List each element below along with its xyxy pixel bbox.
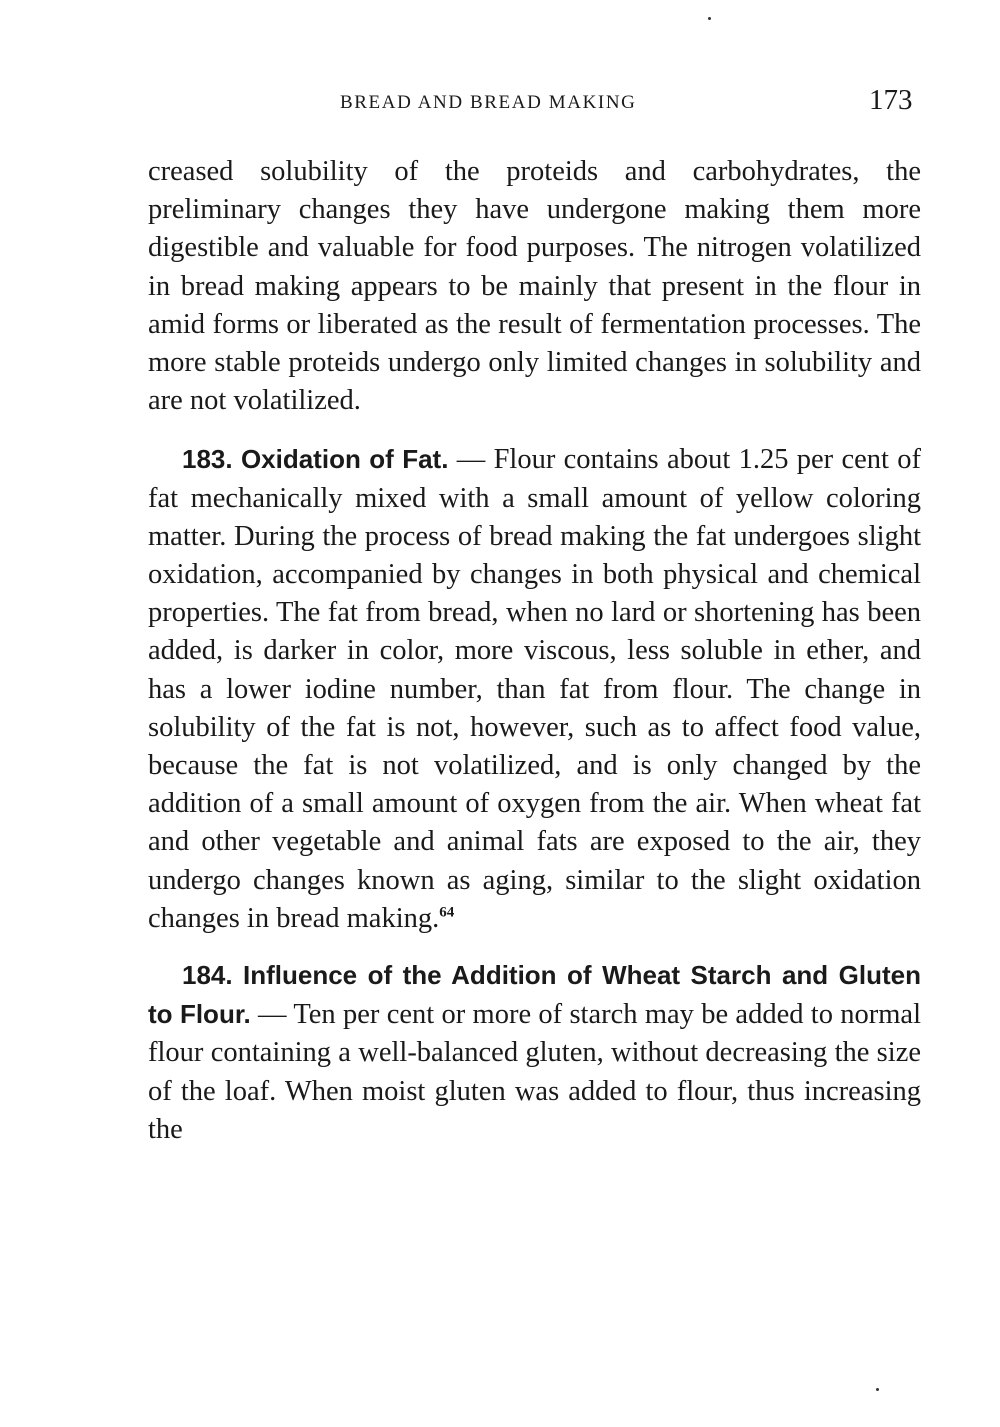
paragraph-continued: creased solubility of the proteids and carbohydrates, the preliminary changes they have undergone making them more digestible and valuable for food purposes. The nitrogen volatilized in bread making appears to be mainly that present in the flour in amid forms or liberated as the result of fermentation processes. The more stable proteids undergo only limited changes in solubility and are not volatilized. — [148, 156, 921, 417]
print-speck — [876, 1388, 879, 1391]
body-text — [148, 153, 921, 1149]
paragraph-text: Flour contains about 1.25 per cent of fat mechanically mixed with a small amount of yellow coloring matter. During the process of bread making the fat undergoes slight oxidation, accompanied by changes in both physical and chemical properties. The fat from bread, when no lard or shortening has been added, is darker in color, more viscous, less soluble in ether, and has a lower iodine number, than fat from flour. The change in solubility of the fat is not, however, such as to affect food value, because the fat is not volatilized, and is only changed by the addition of a small amount of oxygen from the air. When wheat fat and other vegetable and animal fats are exposed to the air, they undergo changes known as aging, similar to the slight oxidation changes in bread making. — [148, 444, 922, 934]
paragraph-183 — [148, 440, 921, 938]
section-number: 183. — [182, 444, 233, 475]
em-dash: — — [250, 999, 294, 1031]
page-number: 173 — [869, 84, 913, 116]
section-title: Oxidation of Fat. — [240, 444, 449, 475]
paragraph-184 — [148, 956, 921, 1149]
paragraph-text: Ten per cent or more of starch may be added to normal flour containing a well-balanced gluten, without decreasing the size of the loaf. When moist gluten was added to flour, thus increasing the — [148, 999, 921, 1145]
em-dash: — — [448, 444, 494, 476]
section-number: 184. — [182, 960, 233, 991]
print-speck — [708, 17, 711, 20]
running-head: BREAD AND BREAD MAKING — [340, 92, 637, 113]
footnote-reference[interactable]: 64 — [439, 904, 455, 921]
section-title: Influence of the Addition of Wheat Starch and Gluten to Flour. — [148, 960, 922, 1030]
